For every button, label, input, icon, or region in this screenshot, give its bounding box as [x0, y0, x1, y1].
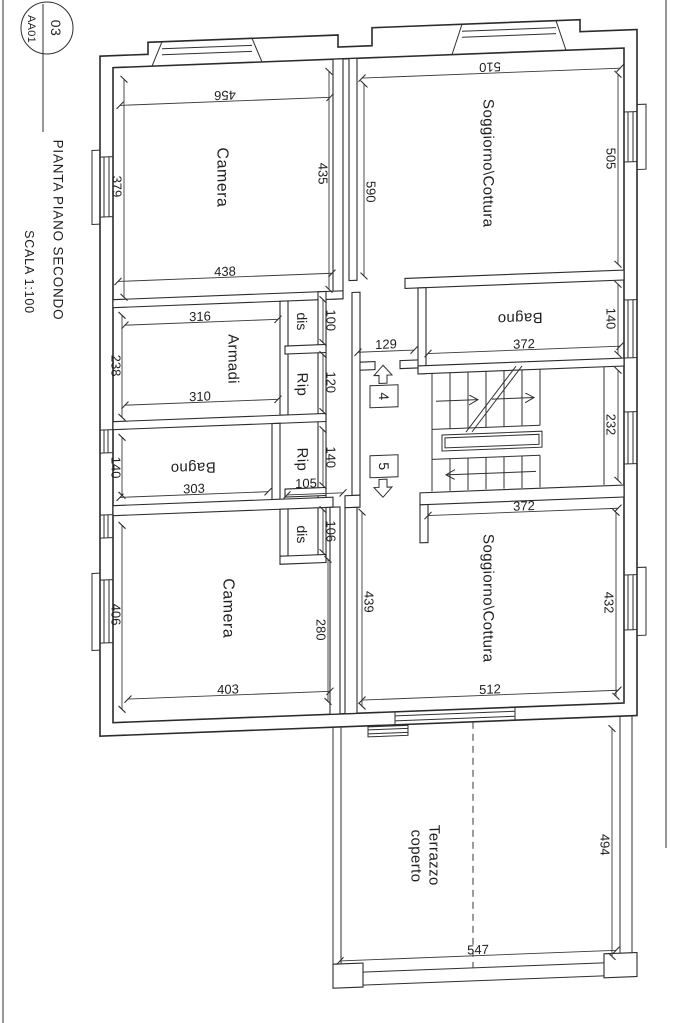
dim-soggiorno-ne-left: 590	[363, 180, 379, 203]
unit-4-entry-arrow-icon	[374, 365, 392, 384]
room-label-terrazzo-line2: coperto	[407, 829, 425, 883]
dim-camera-nw-right: 435	[315, 162, 331, 185]
dim-soggiorno-se-top: 372	[513, 497, 535, 514]
unit-5-number: 5	[376, 462, 392, 471]
scale-label: SCALA 1:100	[22, 230, 36, 314]
terrace-pillar	[333, 963, 363, 988]
dim-rip-s: 140	[323, 446, 339, 469]
dim-camera-sw-bottom: 403	[217, 681, 239, 698]
sheet-code: AA01	[25, 14, 37, 44]
dim-camera-sw-left: 406	[108, 603, 124, 626]
dim-soggiorno-se-bottom: 512	[479, 681, 501, 698]
dim-bagno-w-bottom: 303	[183, 480, 205, 497]
dim-soggiorno-se-left: 439	[361, 590, 377, 613]
dim-bagno-w-left: 140	[108, 456, 124, 479]
dim-rip-n: 120	[323, 371, 339, 394]
staircase	[432, 363, 604, 492]
dim-camera-nw-bottom: 438	[214, 263, 236, 280]
room-label-terrazzo-line1: Terrazzo	[425, 824, 443, 887]
dim-armadi-left: 238	[108, 354, 124, 377]
drawing-title: PIANTA PIANO SECONDO	[50, 139, 66, 321]
room-label-dis-n: dis	[294, 312, 310, 331]
room-label-bagno-ne: Bagno	[497, 308, 543, 328]
unit-4-number: 4	[376, 392, 392, 401]
room-label-dis-s: dis	[294, 525, 310, 544]
unit-markers	[370, 365, 398, 498]
dim-bagno-ne-bottom: 372	[513, 335, 535, 352]
dim-armadi-top: 316	[189, 308, 211, 325]
room-label-camera-sw: Camera	[219, 577, 237, 639]
windows	[92, 17, 646, 747]
room-label-rip-s: Rip	[293, 447, 311, 472]
room-label-soggiorno-se: Soggiorno\Cottura	[479, 533, 497, 663]
dim-rip-s-bottom: 105	[295, 475, 317, 492]
dim-terrazzo-right: 494	[597, 833, 613, 856]
detail-number: 03	[48, 19, 64, 37]
terrace-step	[368, 725, 408, 737]
dim-dis-s: 106	[323, 520, 339, 543]
stair-up-arrow	[436, 400, 478, 402]
unit-5-entry-arrow-icon	[374, 479, 392, 498]
room-label-camera-nw: Camera	[213, 147, 231, 208]
terrace-pillar	[604, 953, 637, 978]
dim-camera-nw-left: 379	[109, 175, 125, 198]
stair-rail	[442, 431, 542, 451]
dim-camera-sw-right: 280	[313, 618, 329, 641]
dim-bagno-ne-right: 140	[603, 307, 619, 330]
dim-dis-n: 100	[323, 309, 339, 332]
dim-armadi-bottom: 310	[189, 388, 211, 405]
dim-soggiorno-ne-right: 505	[603, 147, 619, 170]
interior-walls	[113, 48, 624, 723]
dim-camera-nw-top: 456	[214, 87, 236, 104]
floor-plan	[92, 17, 646, 997]
dim-stairwell-right: 232	[603, 413, 619, 436]
room-label-armadi: Armadi	[224, 333, 242, 385]
dim-terrazzo-bottom: 547	[467, 941, 489, 958]
room-label-bagno-w: Bagno	[170, 458, 216, 477]
room-label-rip-n: Rip	[293, 372, 311, 397]
dim-soggiorno-se-right: 432	[601, 591, 617, 614]
stair-break-line	[466, 366, 516, 432]
dim-soggiorno-ne-top: 510	[479, 59, 501, 76]
dim-ingresso-width: 129	[375, 336, 397, 353]
room-label-soggiorno-ne: Soggiorno\Cottura	[479, 98, 497, 228]
exterior-walls	[100, 18, 637, 737]
title-block	[21, 2, 73, 320]
